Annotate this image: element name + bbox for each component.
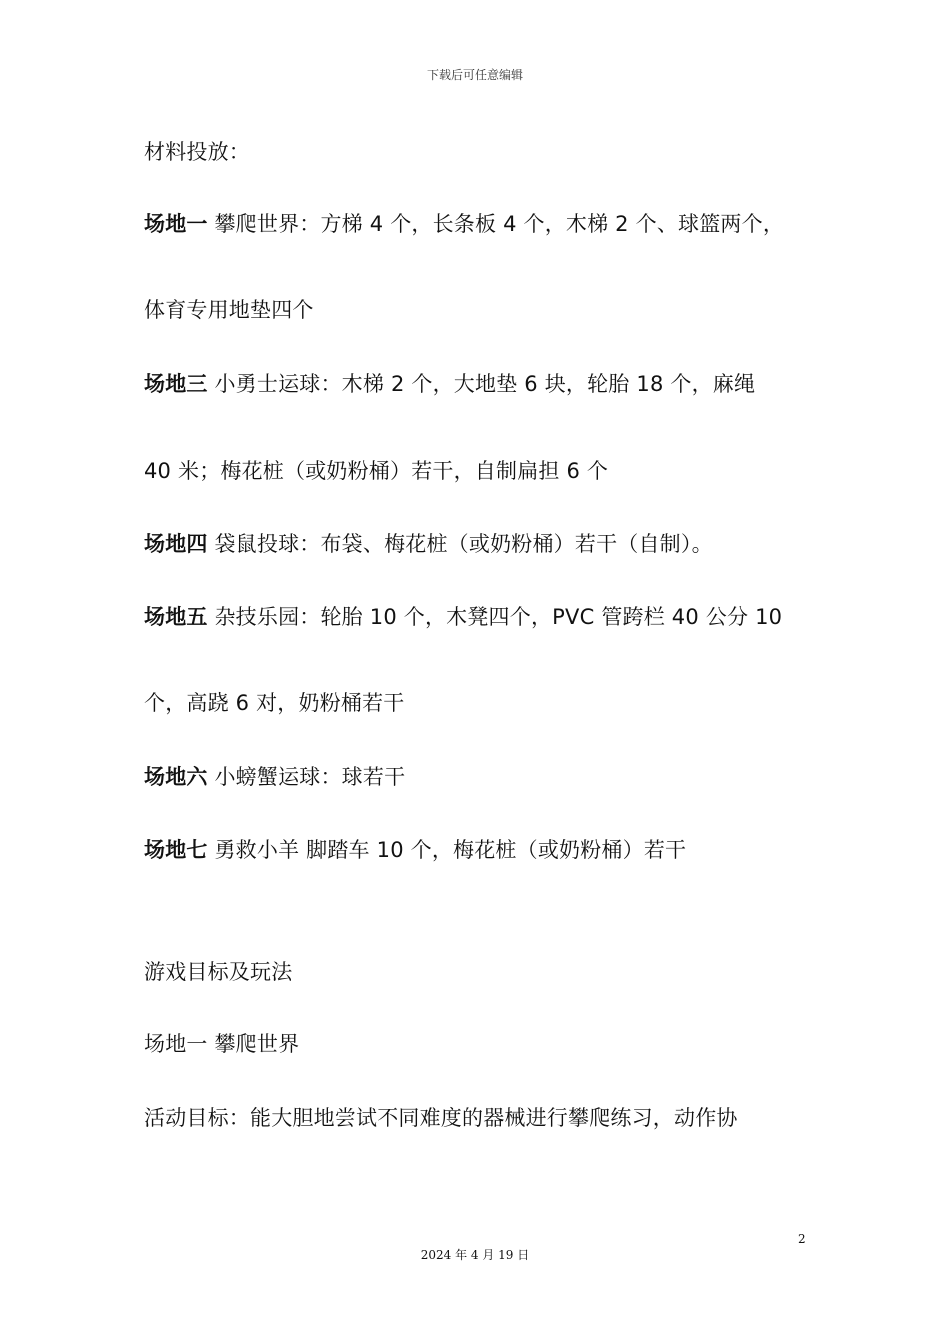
footer-date: 2024 年 4 月 19 日 xyxy=(420,1248,530,1262)
venue-1-title: 场地一 攀爬世界 xyxy=(144,1032,300,1056)
venue-4-text: 袋鼠投球：布袋、梅花桩（或奶粉桶）若干（自制）。 xyxy=(207,532,713,556)
venue-1-text: 攀爬世界：方梯 4 个，长条板 4 个，木梯 2 个、球篮两个， xyxy=(207,212,785,236)
venue-6-text: 小螃蟹运球：球若干 xyxy=(207,765,406,789)
venue-1-label: 场地一 xyxy=(144,212,208,236)
venue-5-continuation: 个，高跷 6 对，奶粉桶若干 xyxy=(144,691,405,715)
venue-3-label: 场地三 xyxy=(144,372,208,396)
venue-7-label: 场地七 xyxy=(144,838,208,862)
venue-7-line xyxy=(144,835,686,865)
page-number: 2 xyxy=(798,1232,806,1246)
venue-5-line xyxy=(144,602,782,632)
venue-4-label: 场地四 xyxy=(144,532,208,556)
venue-1-line xyxy=(144,209,784,239)
materials-heading: 材料投放： xyxy=(144,140,250,164)
venue-3-line xyxy=(144,369,755,399)
venue-6-line xyxy=(144,762,405,792)
activity-goal: 活动目标：能大胆地尝试不同难度的器械进行攀爬练习，动作协 xyxy=(144,1106,738,1130)
venue-5-label: 场地五 xyxy=(144,605,208,629)
page-header: 下载后可任意编辑 xyxy=(426,68,523,82)
venue-1-continuation: 体育专用地垫四个 xyxy=(144,298,314,322)
venue-4-line xyxy=(144,529,713,559)
venue-3-continuation: 40 米；梅花桩（或奶粉桶）若干，自制扁担 6 个 xyxy=(144,459,609,483)
venue-7-text: 勇救小羊 脚踏车 10 个，梅花桩（或奶粉桶）若干 xyxy=(207,838,687,862)
venue-5-text: 杂技乐园：轮胎 10 个，木凳四个，PVC 管跨栏 40 公分 10 xyxy=(207,605,783,629)
venue-6-label: 场地六 xyxy=(144,765,208,789)
venue-3-text: 小勇士运球：木梯 2 个，大地垫 6 块，轮胎 18 个，麻绳 xyxy=(207,372,756,396)
game-heading: 游戏目标及玩法 xyxy=(144,960,293,984)
